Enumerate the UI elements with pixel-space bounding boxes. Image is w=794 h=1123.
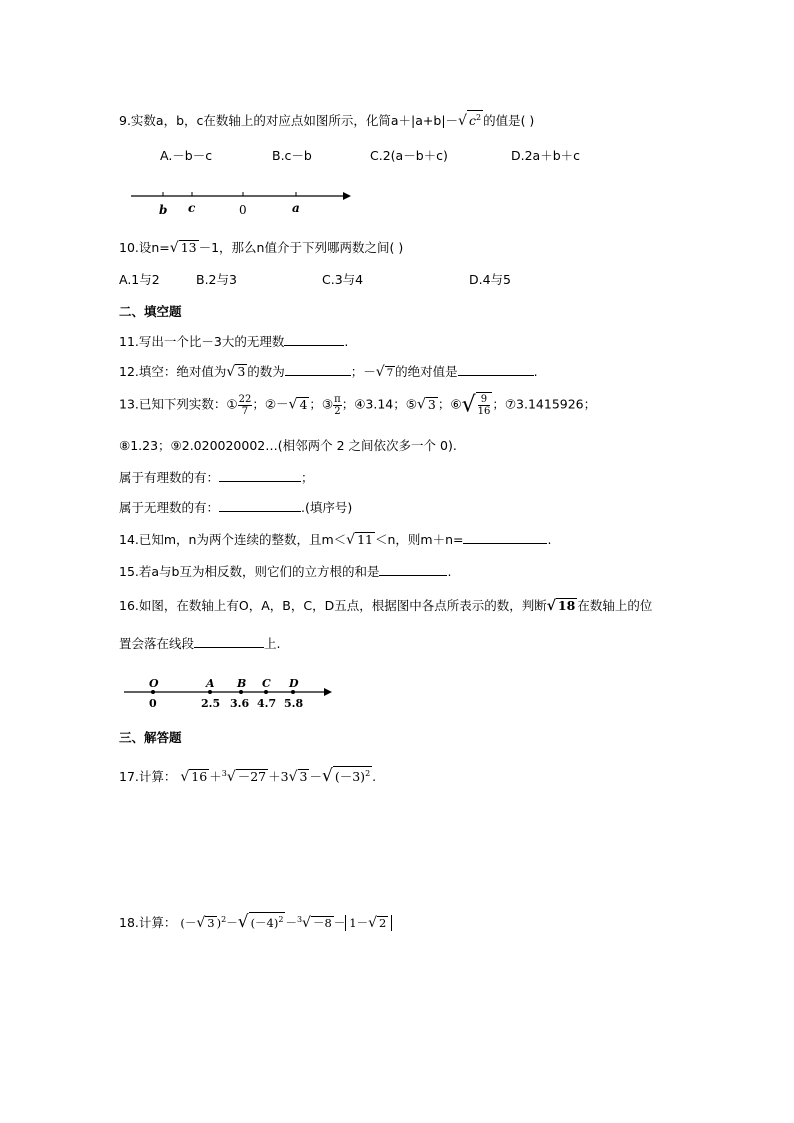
letter-B: B <box>237 677 247 690</box>
q16-number-line <box>120 676 340 712</box>
q9-radicand: $c^2$ <box>467 110 483 127</box>
question-12: 12.填空：绝对值为√ 3 的数为 ；－√ 7 的绝对值是 . <box>119 364 538 380</box>
letter-D: D <box>289 677 299 690</box>
q9-option-a: A.－b－c <box>160 148 213 163</box>
question-15: 15.若a与b互为相反数，则它们的立方根的和是 . <box>119 564 452 579</box>
q10-radicand: 13 <box>180 240 197 255</box>
point-A <box>208 690 212 694</box>
answer-blank[interactable] <box>463 531 547 544</box>
point-O <box>151 690 155 694</box>
axis-arrow <box>343 192 351 200</box>
q10-option-b: B.2与3 <box>196 272 237 287</box>
value-3.6: 3.6 <box>230 697 250 710</box>
question-18: 18.计算： (－√ 3 )$^2$－√ $(-4)^2 -^3√ -8 - 1-√$ 2 <box>119 912 392 932</box>
question-10-stem: 10.设n=√ 13 －1，那么n值介于下列哪两数之间( ) <box>119 240 404 256</box>
q9-text-end: 的值是( ) <box>483 113 535 129</box>
label-0: 0 <box>239 203 247 217</box>
label-c: c <box>188 201 196 215</box>
question-13-line-1: 13.已知下列实数：① $\frac{22}{7}$ ；②－√ 4 ；③ $\frac{\pi}{2}$ ；④3.14；⑤√ 3 ；⑥√ $\frac{9}{16}$ ；⑦3.1415926； <box>119 392 597 418</box>
label-a: a <box>292 201 300 215</box>
q18-expression: (－√ 3 )$^2$－√ $(-4)^2 -^3√ -8 - 1-√$ 2 <box>180 916 392 930</box>
question-13-line-2: ⑧1.23；⑨2.020020002…(相邻两个 2 之间依次多一个 0). <box>119 438 457 453</box>
answer-blank-2[interactable] <box>458 363 534 376</box>
question-14: 14.已知m，n为两个连续的整数，且m＜√ 11 ＜n，则m＋n= . <box>119 532 552 548</box>
q10-option-c: C.3与4 <box>322 272 364 287</box>
label-b: b <box>159 203 168 217</box>
q9-text: 9.实数a，b，c在数轴上的对应点如图所示，化简a＋|a+b|－ <box>119 113 459 129</box>
axis-arrow <box>324 688 332 696</box>
irrational-blank[interactable] <box>219 499 301 512</box>
section-heading-solve: 三、解答题 <box>119 730 182 745</box>
q10-option-a: A.1与2 <box>119 272 160 287</box>
point-C <box>264 690 268 694</box>
rational-blank[interactable] <box>219 469 301 482</box>
answer-blank-1[interactable] <box>285 363 351 376</box>
q9-option-d: D.2a＋b＋c <box>511 148 581 163</box>
value-4.7: 4.7 <box>257 697 277 710</box>
value-2.5: 2.5 <box>201 697 221 710</box>
point-B <box>239 690 243 694</box>
answer-blank[interactable] <box>379 563 447 576</box>
section-heading-fill-in: 二、填空题 <box>119 304 182 319</box>
value-5.8: 5.8 <box>284 697 304 710</box>
q9-option-c: C.2(a－b＋c) <box>370 148 448 163</box>
question-13-rational: 属于有理数的有： ； <box>119 470 314 485</box>
question-11: 11.写出一个比－3大的无理数 . <box>119 334 349 349</box>
q9-option-b: B.c－b <box>272 148 312 163</box>
q10-option-d: D.4与5 <box>469 272 512 287</box>
letter-A: A <box>206 677 215 690</box>
q17-expression: √ 16 ＋$^3$√ －27 ＋3√ 3 －√ $(-3)^2$ <box>180 766 371 787</box>
value-0: 0 <box>149 697 157 710</box>
question-16-line-1: 16.如图，在数轴上有O，A，B，C，D五点，根据图中各点所表示的数，判断√ 18 在数轴上的位 <box>119 598 653 614</box>
answer-blank[interactable] <box>194 635 264 648</box>
answer-blank[interactable] <box>284 333 344 346</box>
question-9-stem <box>119 110 534 129</box>
letter-C: C <box>262 677 271 690</box>
question-13-irrational: 属于无理数的有： .(填序号) <box>119 500 353 515</box>
q9-number-line <box>125 184 365 224</box>
letter-O: O <box>149 677 159 690</box>
question-16-line-2: 置会落在线段 上. <box>119 636 281 651</box>
point-D <box>291 690 295 694</box>
sqrt-sign: √ <box>458 113 467 130</box>
question-17: 17.计算： √ 16 ＋$^3$√ －27 ＋3√ 3 －√ $(-3)^2$ . <box>119 766 377 787</box>
